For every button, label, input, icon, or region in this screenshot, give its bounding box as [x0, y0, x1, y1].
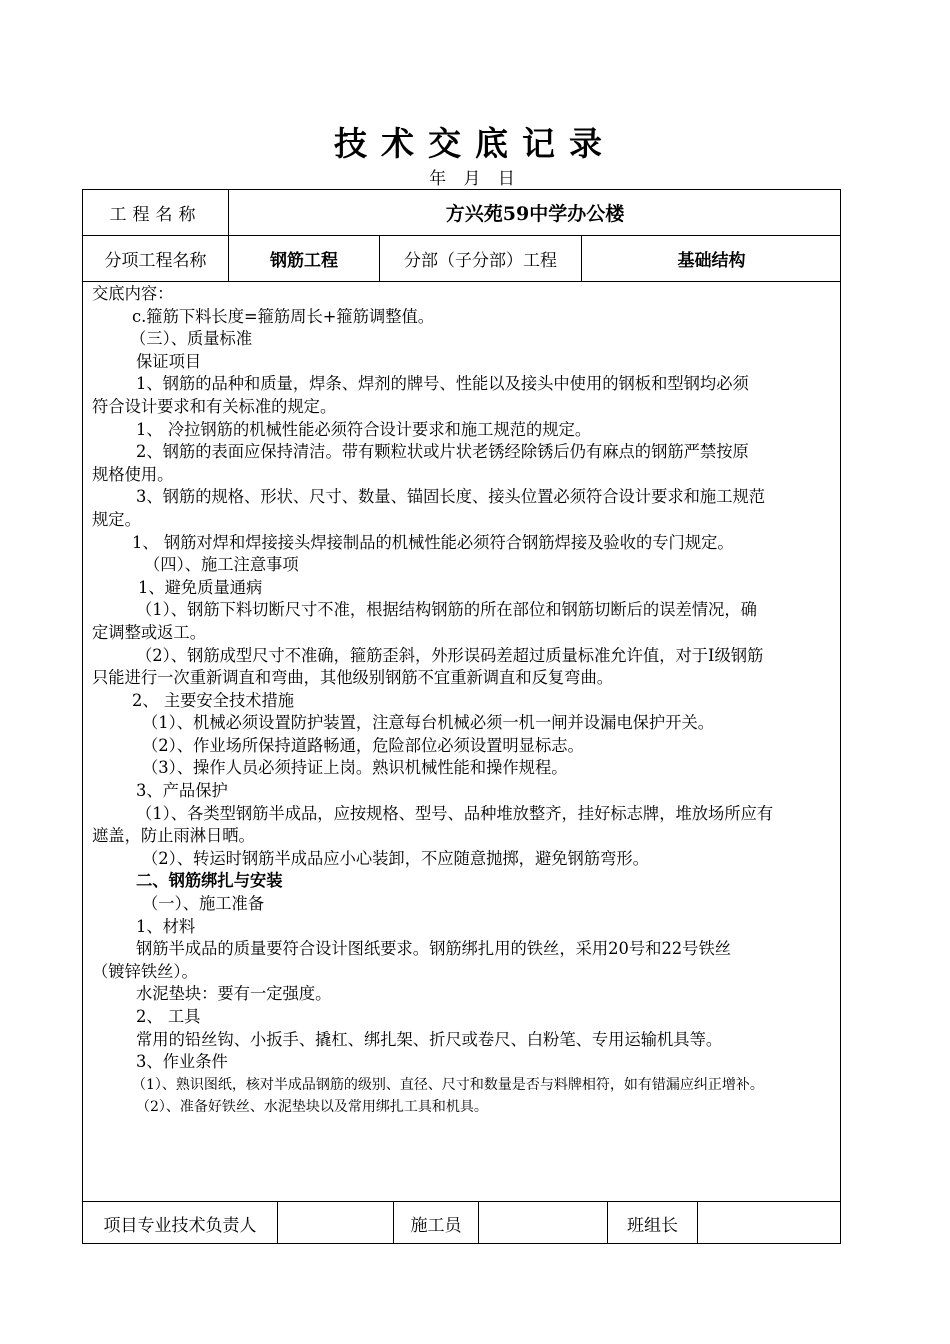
content-line: （2）、准备好铁丝、水泥垫块以及常用绑扎工具和机具。 [136, 1098, 488, 1115]
content-line: 二、钢筋绑扎与安装 [136, 871, 283, 891]
content-line: 2、钢筋的表面应保持清洁。带有颗粒状或片状老锈经除锈后仍有麻点的钢筋严禁按原 [136, 442, 749, 462]
division-label: 分部（子分部）工程 [404, 251, 557, 271]
tech-lead-label: 项目专业技术负责人 [103, 1215, 257, 1236]
division-value: 基础结构 [677, 251, 746, 271]
content-line: （2）、作业场所保持道路畅通，危险部位必须设置明显标志。 [142, 735, 584, 755]
content-line: 遮盖，防止雨淋日晒。 [92, 826, 255, 846]
sub-project-label: 分项工程名称 [104, 251, 207, 271]
content-line: 只能进行一次重新调直和弯曲，其他级别钢筋不宜重新调直和反复弯曲。 [92, 668, 614, 688]
content-line: 规定。 [92, 509, 141, 529]
content-line: （四）、施工注意事项 [144, 555, 299, 575]
briefing-content [92, 283, 834, 1118]
project-name-label: 工程名称 [109, 205, 202, 225]
record-table [82, 189, 841, 1244]
date-line: 年 月 日 [429, 169, 521, 189]
content-line: 3、钢筋的规格、形状、尺寸、数量、锚固长度、接头位置必须符合设计要求和施工规范 [136, 487, 766, 507]
content-line: （1）、熟识图纸，核对半成品钢筋的级别、直径、尺寸和数量是否与料牌相符，如有错漏应纠正增补。 [132, 1076, 764, 1093]
content-line: 1、 冷拉钢筋的机械性能必须符合设计要求和施工规范的规定。 [136, 419, 592, 439]
tech-lead-signature-field[interactable] [278, 1202, 393, 1244]
content-line: （2）、钢筋成型尺寸不准确，箍筋歪斜，外形误码差超过质量标准允许值，对于I级钢筋 [136, 645, 764, 665]
content-line: c.箍筋下料长度=箍筋周长+箍筋调整值。 [132, 306, 435, 326]
row-divider [83, 281, 840, 282]
team-leader-label: 班组长 [627, 1215, 678, 1236]
content-line: （镀锌铁丝）。 [92, 961, 198, 981]
content-line: 钢筋半成品的质量要符合设计图纸要求。钢筋绑扎用的铁丝，采用20号和22号铁丝 [136, 939, 732, 959]
project-name-value: 方兴苑59中学办公楼 [445, 203, 625, 225]
content-line: 1、 钢筋对焊和焊接接头焊接制品的机械性能必须符合钢筋焊接及验收的专门规定。 [132, 532, 734, 552]
content-line: 1、材料 [136, 916, 196, 936]
content-line: 交底内容： [92, 284, 174, 303]
content-line: 1、避免质量通病 [138, 577, 263, 597]
content-line: （2）、转运时钢筋半成品应小心装卸，不应随意抛掷，避免钢筋弯形。 [142, 848, 649, 868]
content-line: （1）、各类型钢筋半成品，应按规格、型号、品种堆放整齐，挂好标志牌，堆放场所应有 [136, 803, 774, 823]
content-line: 1、钢筋的品种和质量，焊条、焊剂的牌号、性能以及接头中使用的钢板和型钢均必须 [136, 374, 749, 394]
content-line: 水泥垫块：要有一定强度。 [136, 984, 332, 1004]
content-line: 2、 工具 [136, 1007, 201, 1026]
document-title: 技术交底记录 [334, 124, 616, 163]
team-leader-signature-field[interactable] [698, 1202, 841, 1244]
content-line: 常用的铅丝钩、小扳手、撬杠、绑扎架、折尺或卷尺、白粉笔、专用运输机具等。 [136, 1029, 723, 1049]
content-line: （3）、操作人员必须持证上岗。熟识机械性能和操作规程。 [142, 758, 568, 778]
content-line: 定调整或返工。 [92, 622, 206, 642]
content-line: （1）、钢筋下料切断尺寸不准，根据结构钢筋的所在部位和钢筋切断后的误差情况，确 [136, 600, 757, 620]
content-line: 3、作业条件 [136, 1052, 228, 1072]
content-line: （三）、质量标准 [130, 329, 253, 349]
content-line: 3、产品保护 [136, 781, 228, 801]
sub-project-value: 钢筋工程 [270, 251, 338, 271]
constructor-label: 施工员 [410, 1215, 462, 1236]
content-line: （一）、施工准备 [142, 894, 265, 914]
content-line: 符合设计要求和有关标准的规定。 [92, 396, 337, 416]
content-line: 规格使用。 [92, 464, 174, 484]
content-line: （1）、机械必须设置防护装置，注意每台机械必须一机一闸并设漏电保护开关。 [142, 713, 715, 733]
content-line: 保证项目 [136, 351, 202, 371]
constructor-signature-field[interactable] [479, 1202, 607, 1244]
content-line: 2、 主要安全技术措施 [132, 690, 295, 710]
